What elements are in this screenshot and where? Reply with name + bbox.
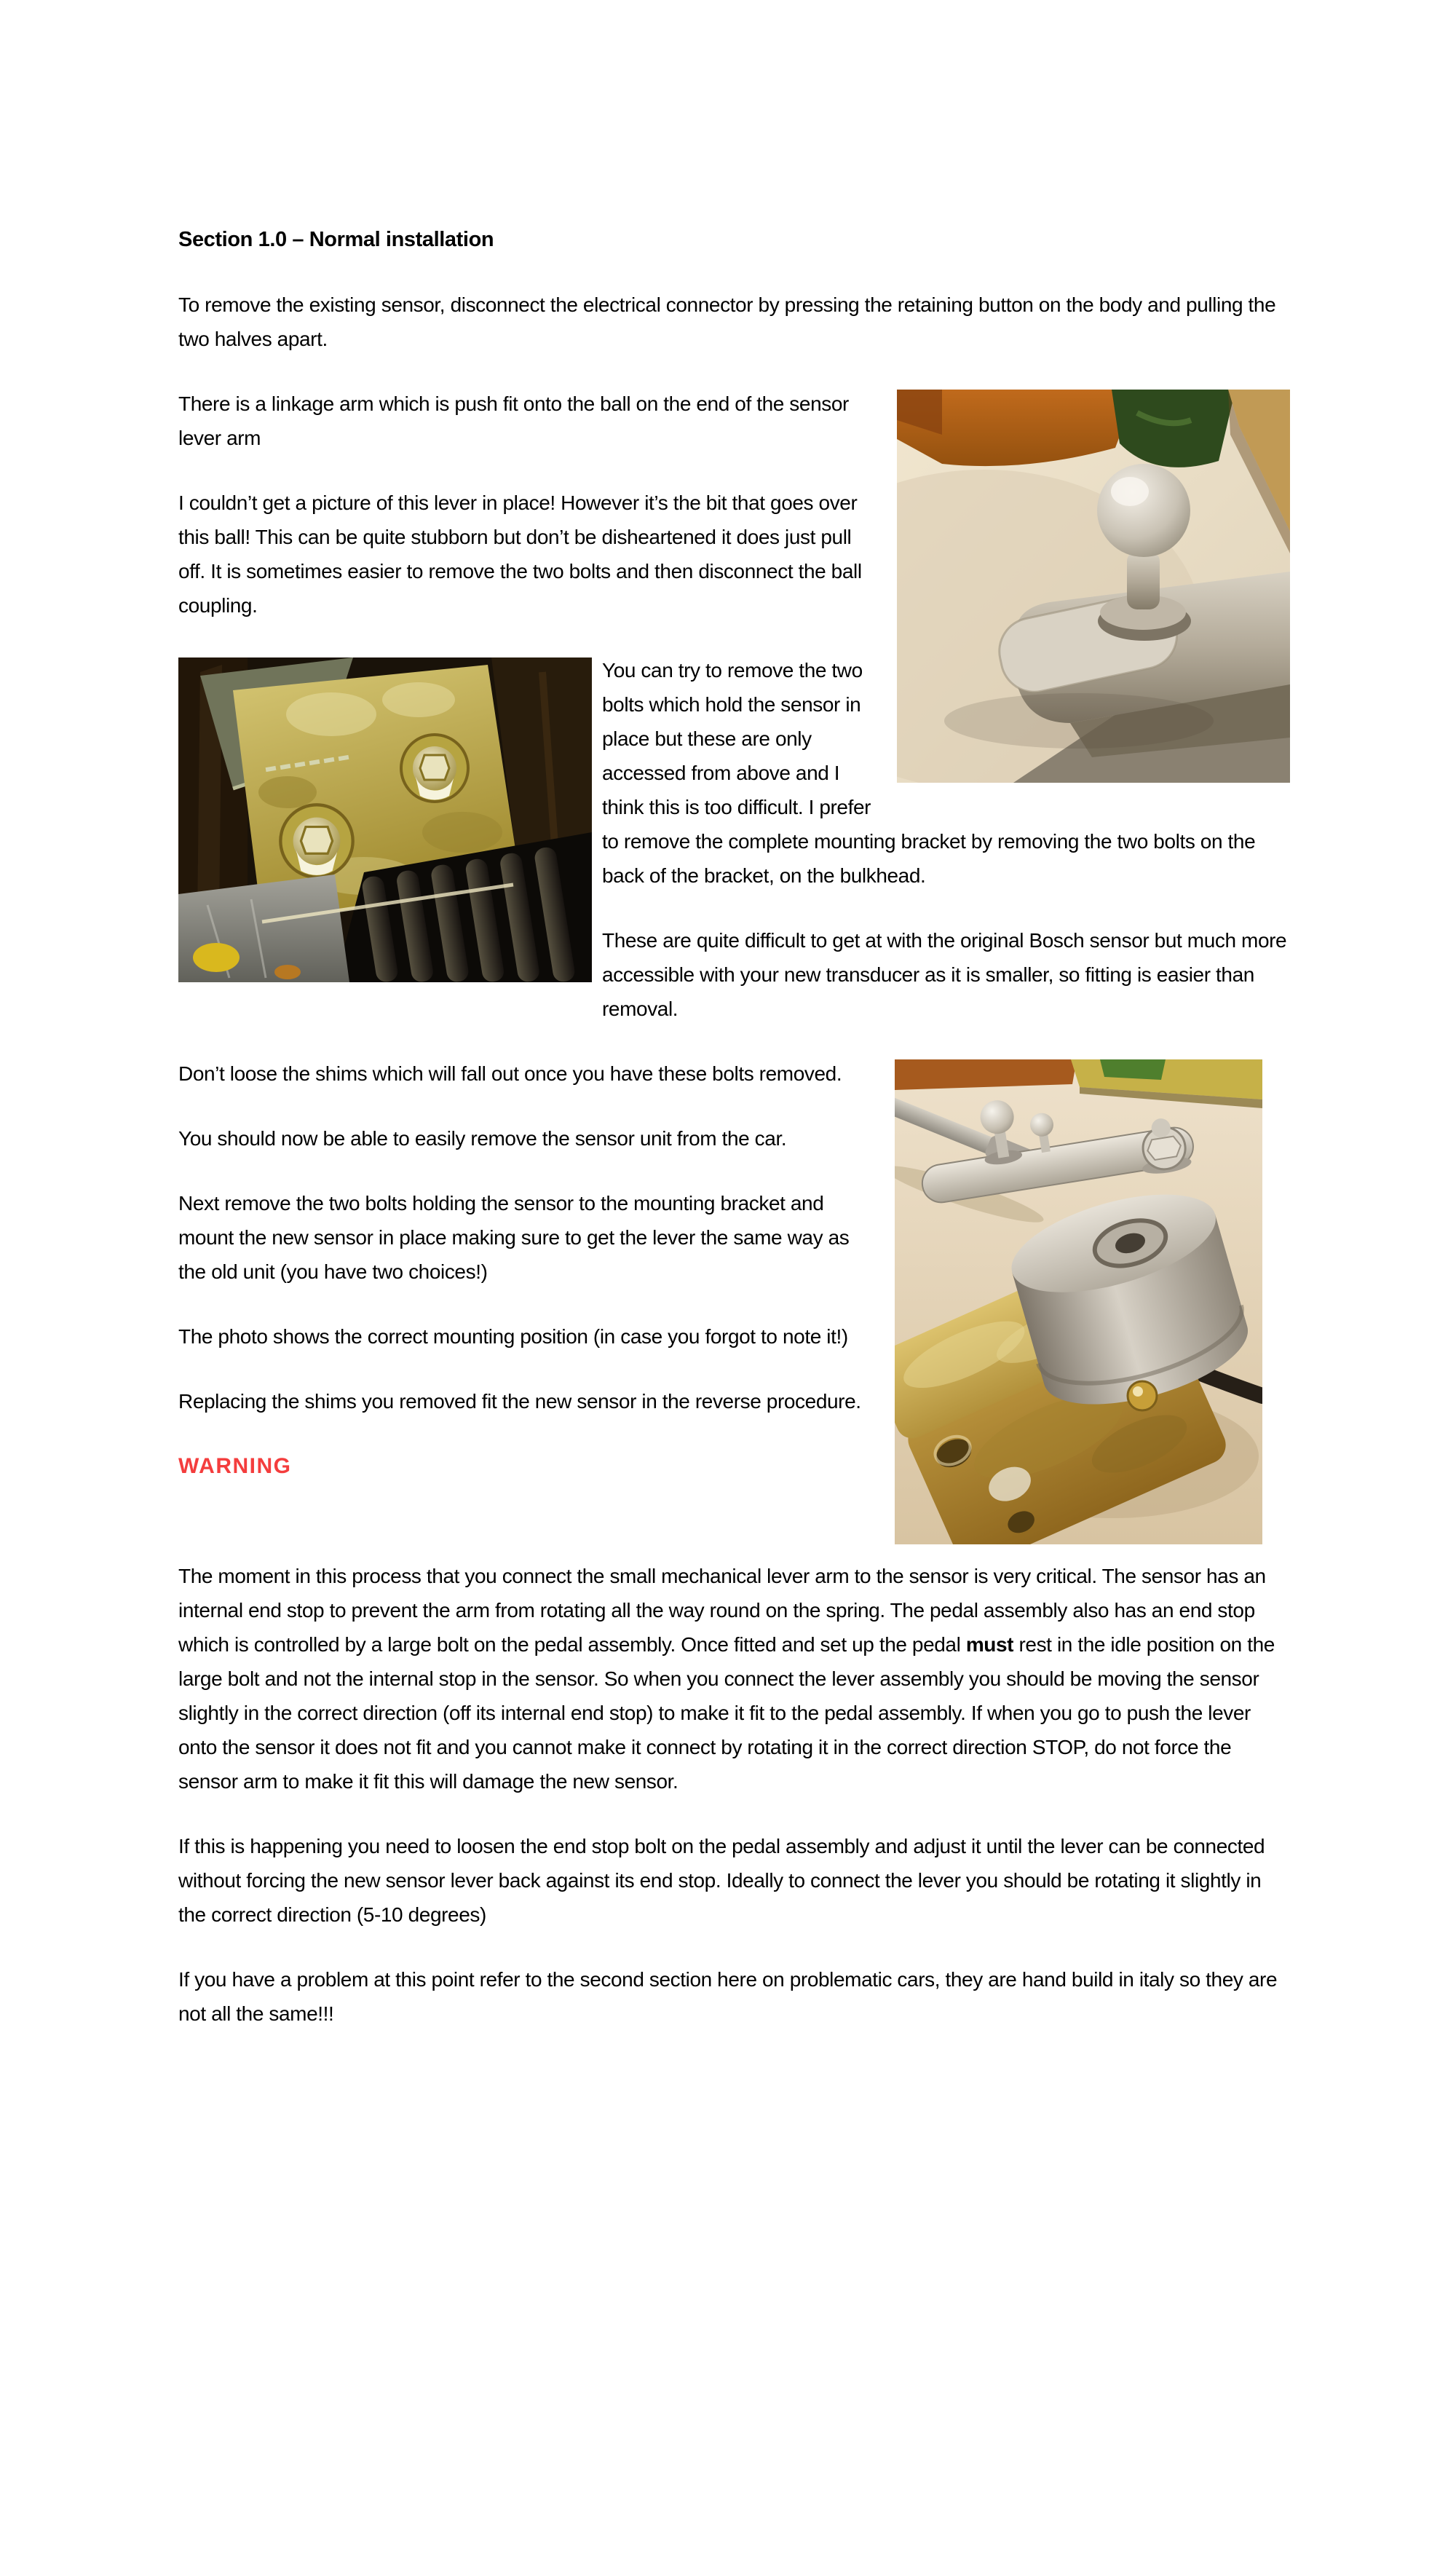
paragraph-difficult-access: These are quite difficult to get at with the original Bosch sensor but much more accessible with your new transducer as it is smaller, so fitting is easier than removal.: [602, 929, 1287, 1020]
new-sensor-bracket-illustration: [895, 1059, 1262, 1544]
document-body: [178, 223, 1290, 2031]
paragraph-shims-text: Don’t loose the shims which will fall out once you have these bolts removed.: [178, 1062, 842, 1085]
gold-screw: [1128, 1381, 1157, 1410]
paragraph-remove-sensor: To remove the existing sensor, disconnect the electrical connector by pressing the retaining button on the body and pulling the two halves apart.: [178, 293, 1276, 350]
emphasis-must: must: [965, 1633, 1014, 1656]
paragraph-remove-bolts-text: You can try to remove the two bolts which hold the sensor in place but these are only accessed from above and I think this is too difficult. I prefer to remove the complete mounting bracket by removing the two bolts on the back of the bracket, on the bulkhead.: [602, 659, 1256, 887]
ball-stud-lever-arm-photo: [897, 390, 1290, 783]
ball-stud-lever-arm-illustration: [897, 390, 1290, 783]
paragraph-photo-note: The photo shows the correct mounting position (in case you forgot to note it!): [178, 1325, 848, 1348]
warning-text-post: rest in the idle position on the large bolt and not the internal stop in the sensor. So when you connect the lever assembly you should be moving the sensor slightly in the correct direction (off its internal end stop) to make it fit to the pedal assembly. If when you go to push the lever onto the sensor it does not fit and you cannot make it connect by rotating it in the correct direction STOP, do not force the sensor arm to make it fit this will damage the new sensor.: [178, 1633, 1275, 1793]
paragraph-linkage-arm-text: There is a linkage arm which is push fit onto the ball on the end of the sensor lever arm: [178, 392, 849, 449]
warning-text-pre: The moment in this process that you connect the small mechanical lever arm to the sensor is very critical. The sensor has an internal end stop to prevent the arm from rotating all the way round on the spring. The pedal assembly also has an end stop which is controlled by a large bolt on the pedal assembly. Once fitted and set up the pedal: [178, 1565, 1266, 1656]
warning-label: WARNING: [178, 1454, 292, 1478]
paragraph-mount-new-sensor: Next remove the two bolts holding the sensor to the mounting bracket and mount the new sensor in place making sure to get the lever the same way as the old unit (you have two choices!): [178, 1192, 850, 1283]
bolt-lower: [280, 805, 352, 877]
paragraph-problematic-cars: If you have a problem at this point refer to the second section here on problematic cars, they are hand build in italy so they are not all the same!!!: [178, 1968, 1278, 2025]
paragraph-linkage-arm: [178, 387, 1290, 455]
bolt-upper: [401, 735, 468, 802]
paragraph-replace-shims: Replacing the shims you removed fit the new sensor in the reverse procedure.: [178, 1390, 861, 1413]
paragraph-shims: [178, 1057, 1290, 1091]
section-heading: Section 1.0 – Normal installation: [178, 228, 494, 251]
pedal-bracket-bolts-illustration: [178, 657, 592, 982]
new-sensor-bracket-photo: [895, 1059, 1262, 1544]
warning-paragraph-critical: [178, 1559, 1290, 1798]
pedal-bracket-bolts-photo: [178, 657, 592, 982]
paragraph-lever-picture: I couldn’t get a picture of this lever in place! However it’s the bit that goes over this ball! This can be quite stubborn but don’t be disheartened it does just pull off. It is sometimes easier to remove the two bolts and then disconnect the ball coupling.: [178, 491, 862, 617]
paragraph-end-stop-adjust: If this is happening you need to loosen the end stop bolt on the pedal assembly and adjust it until the lever can be connected without forcing the new sensor lever back against its end stop. Ideally to connect the lever you should be rotating it slightly in the correct direction (5-10 degrees): [178, 1835, 1265, 1926]
paragraph-remove-unit: You should now be able to easily remove the sensor unit from the car.: [178, 1127, 787, 1150]
